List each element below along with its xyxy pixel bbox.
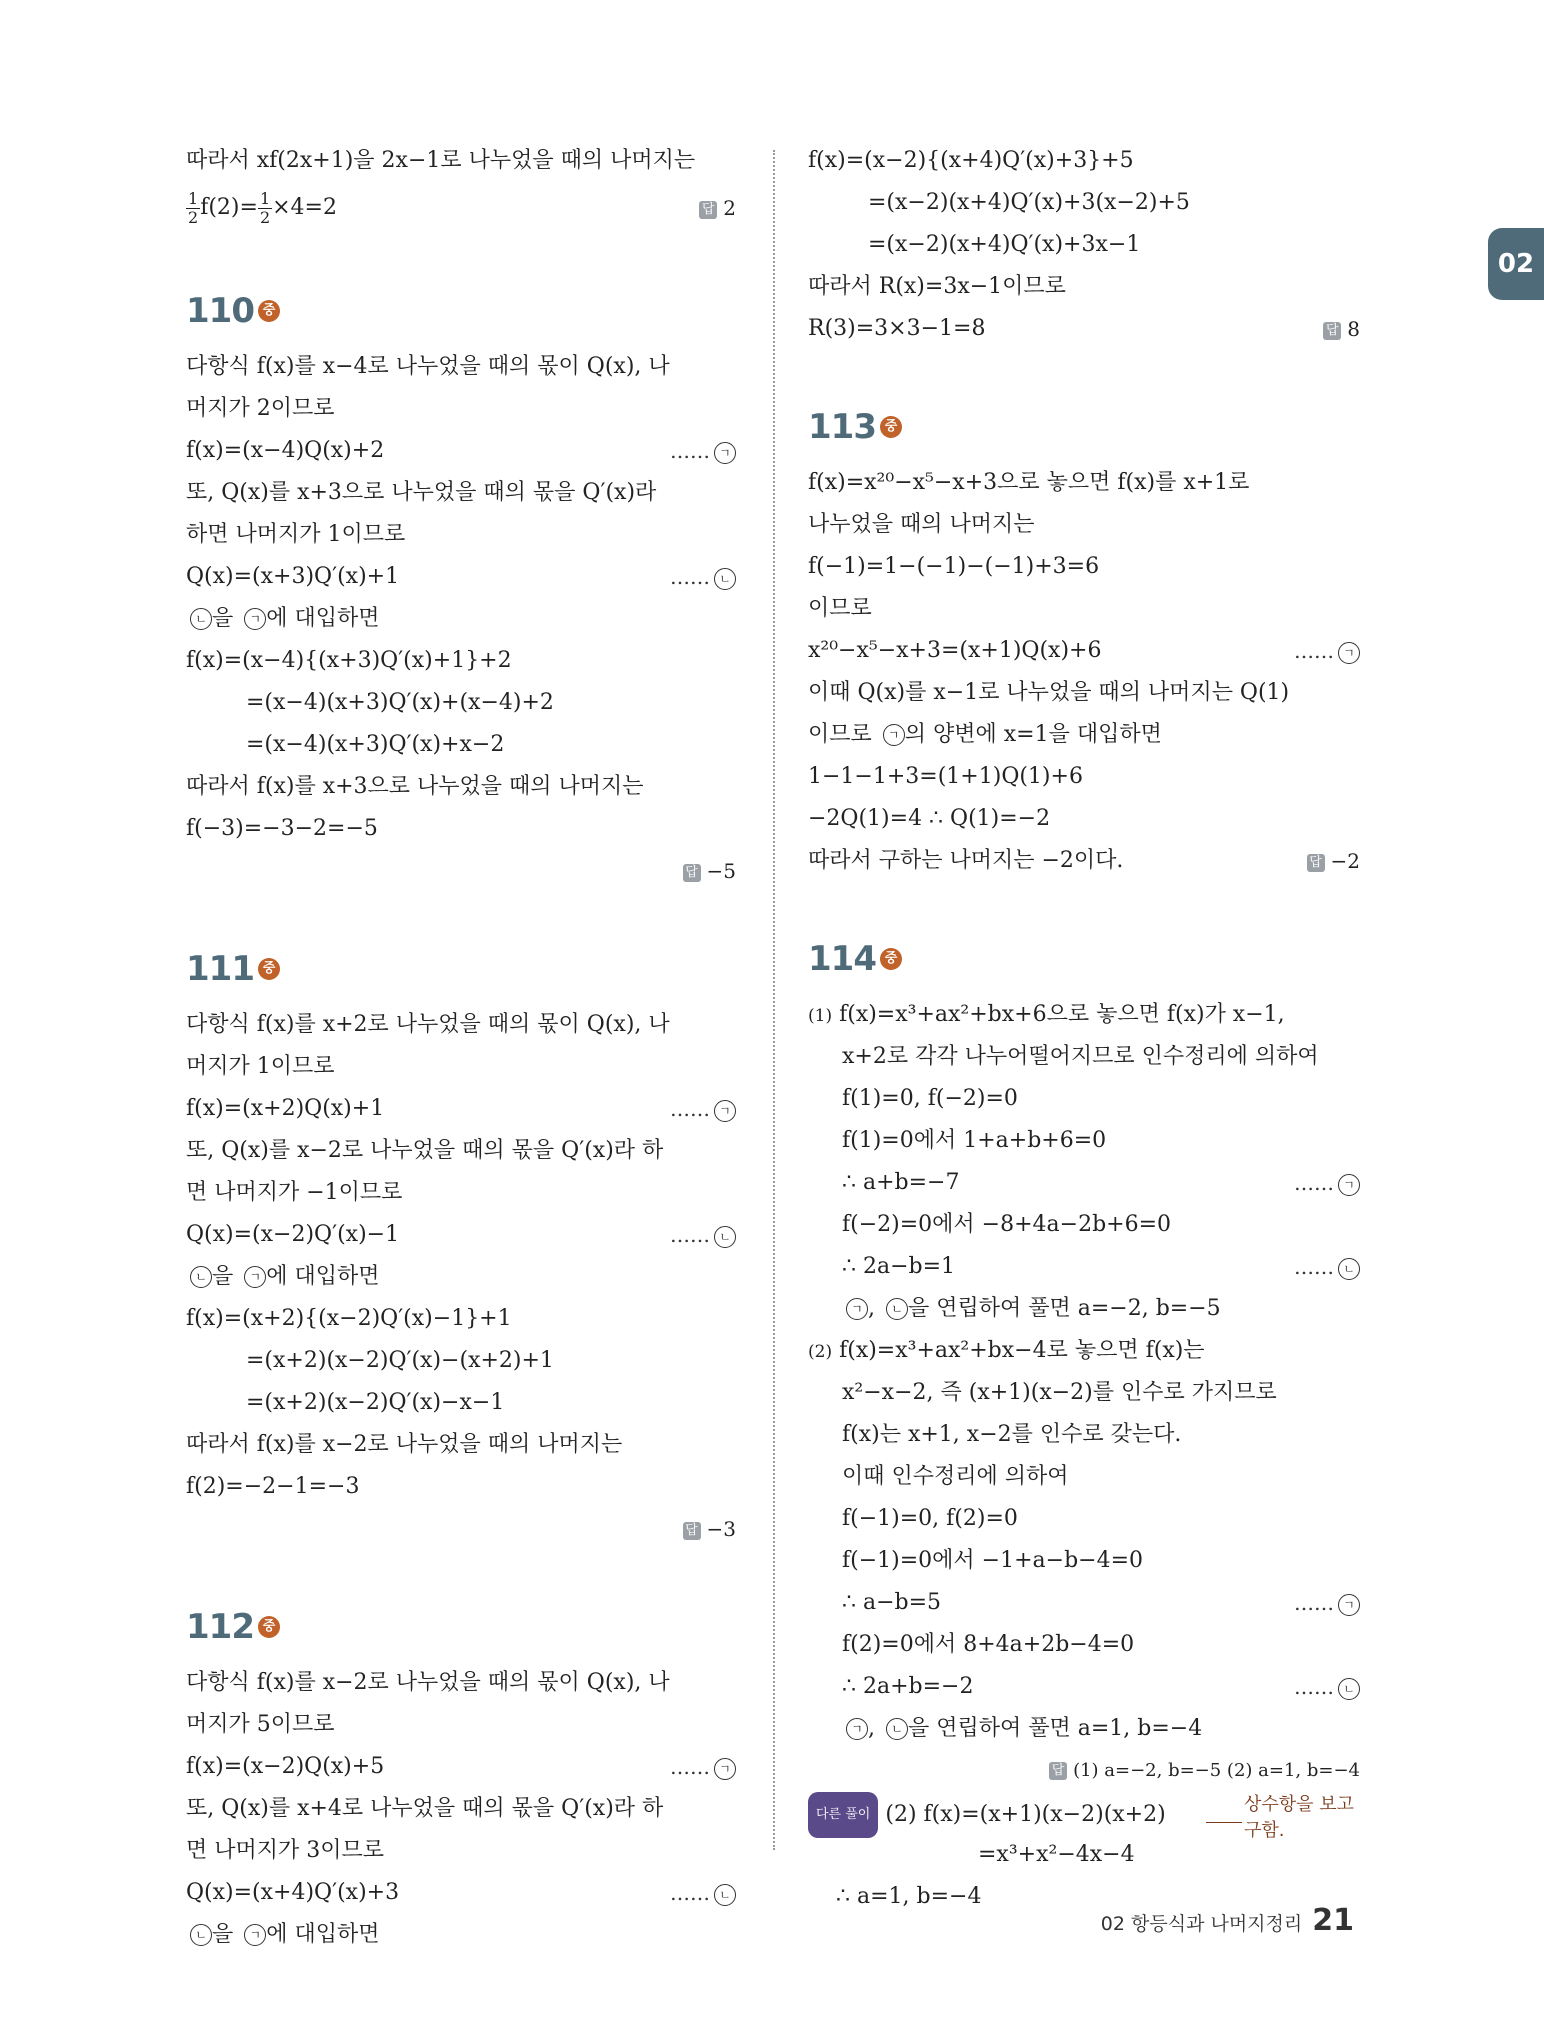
problem-114-header <box>808 924 1360 994</box>
p113-line: 이때 Q(x)를 x−1로 나누었을 때의 나머지는 Q(1) <box>808 680 1290 705</box>
chapter-title: 02 항등식과 나머지정리 <box>1100 1913 1303 1935</box>
p111-eq: f(x)=(x+2)Q(x)+1 …… ㄱ <box>186 1088 736 1130</box>
p111-line: 머지가 1이므로 <box>186 1054 335 1079</box>
p112-cont-eq: =(x−2)(x+4)Q′(x)+3(x−2)+5 <box>868 190 1190 215</box>
problem-number: 114 <box>808 939 876 979</box>
p114-part1-line: x+2로 각각 나누어떨어지므로 인수정리에 의하여 <box>842 1044 1319 1069</box>
p113-eq: −2Q(1)=4 ∴ Q(1)=−2 <box>808 806 1051 831</box>
p114-part2-line: f(x)는 x+1, x−2를 인수로 갖는다. <box>842 1422 1182 1447</box>
circled-mark: ㄱ <box>846 1718 868 1740</box>
p113-line: 이므로 ㄱ 의 양변에 x=1을 대입하면 <box>808 722 1162 747</box>
circled-mark: ㄴ <box>714 568 736 590</box>
p110-answer: 답 −5 <box>186 850 736 892</box>
difficulty-badge: 중 <box>258 300 280 322</box>
p110-eq: Q(x)=(x+3)Q′(x)+1 …… ㄴ <box>186 556 736 598</box>
answer-112: 답 8 <box>1323 308 1360 350</box>
answer-icon: 답 <box>683 1522 701 1540</box>
side-note: 상수항을 보고 구함. <box>1244 1794 1355 1841</box>
answer-113: 답 −2 <box>1307 840 1360 882</box>
p112-eq: f(x)=(x−2)Q(x)+5 …… ㄱ <box>186 1746 736 1788</box>
p110-eq: f(−3)=−3−2=−5 <box>186 816 378 841</box>
p111-line: ㄴ 을 ㄱ 에 대입하면 <box>186 1256 736 1298</box>
problem-113-header <box>808 392 1360 462</box>
p112-line: 다항식 f(x)를 x−2로 나누었을 때의 몫이 Q(x), 나 <box>186 1670 670 1695</box>
p114-part2-eq: ∴ a−b=5 …… ㄱ <box>808 1582 1360 1624</box>
note-leader-line <box>1206 1822 1242 1823</box>
p111-line: 또, Q(x)를 x−2로 나누었을 때의 몫을 Q′(x)라 하 <box>186 1138 664 1163</box>
problem-111-header <box>186 934 736 1004</box>
p112-line: 머지가 5이므로 <box>186 1712 335 1737</box>
p114-part1-line: ㄱ , ㄴ 을 연립하여 풀면 a=−2, b=−5 <box>808 1288 1360 1330</box>
p113-eq: f(−1)=1−(−1)−(−1)+3=6 <box>808 554 1100 579</box>
problem-number: 112 <box>186 1607 254 1647</box>
p110-line: 다항식 f(x)를 x−4로 나누었을 때의 몫이 Q(x), 나 <box>186 354 670 379</box>
circled-mark: ㄱ <box>244 1924 266 1946</box>
circled-mark: ㄱ <box>883 724 905 746</box>
p111-eq: f(x)=(x+2){(x−2)Q′(x)−1}+1 <box>186 1306 512 1331</box>
p112-cont-eq: R(3)=3×3−1=8 답 8 <box>808 308 1360 350</box>
p114-part2-eq: f(−1)=0에서 −1+a−b−4=0 <box>842 1548 1144 1573</box>
circled-mark: ㄱ <box>1338 1594 1360 1616</box>
circled-mark: ㄱ <box>1338 642 1360 664</box>
p114-part1-eq: ∴ 2a−b=1 …… ㄴ <box>808 1246 1360 1288</box>
p114-part2-eq: f(−1)=0, f(2)=0 <box>842 1506 1018 1531</box>
circled-mark: ㄴ <box>714 1884 736 1906</box>
p112-cont-eq: =(x−2)(x+4)Q′(x)+3x−1 <box>868 232 1141 257</box>
p114-answer: 답 (1) a=−2, b=−5 (2) a=1, b=−4 <box>808 1750 1360 1792</box>
p113-line: 이므로 <box>808 596 872 621</box>
p114-alt-eq: ∴ a=1, b=−4 <box>836 1884 982 1909</box>
left-column <box>186 140 736 1956</box>
circled-mark: ㄱ <box>714 1100 736 1122</box>
p111-eq: =(x+2)(x−2)Q′(x)−x−1 <box>246 1390 505 1415</box>
p110-eq: f(x)=(x−4){(x+3)Q′(x)+1}+2 <box>186 648 512 673</box>
circled-mark: ㄱ <box>846 1298 868 1320</box>
p110-line: 머지가 2이므로 <box>186 396 335 421</box>
p111-eq: =(x+2)(x−2)Q′(x)−(x+2)+1 <box>246 1348 554 1373</box>
answer-icon: 답 <box>1323 322 1341 340</box>
p114-part1-eq: f(1)=0에서 1+a+b+6=0 <box>842 1128 1107 1153</box>
p112-line: 또, Q(x)를 x+4로 나누었을 때의 몫을 Q′(x)라 하 <box>186 1796 664 1821</box>
p114-part1-eq: ∴ a+b=−7 …… ㄱ <box>808 1162 1360 1204</box>
answer-110-prev: 답 2 <box>699 182 736 234</box>
chapter-tab: 02 <box>1488 228 1544 300</box>
difficulty-badge: 중 <box>880 416 902 438</box>
circled-mark: ㄱ <box>244 608 266 630</box>
p114-part2-eq: f(2)=0에서 8+4a+2b−4=0 <box>842 1632 1135 1657</box>
p110-eq: =(x−4)(x+3)Q′(x)+x−2 <box>246 732 505 757</box>
p113-eq: x²⁰−x⁵−x+3=(x+1)Q(x)+6 …… ㄱ <box>808 630 1360 672</box>
answer-icon: 답 <box>1049 1762 1067 1780</box>
circled-mark: ㄱ <box>714 442 736 464</box>
problem-number: 113 <box>808 407 876 447</box>
problem-110-header <box>186 276 736 346</box>
problem-112-header <box>186 1592 736 1662</box>
circled-mark: ㄱ <box>244 1266 266 1288</box>
p112-cont-eq: f(x)=(x−2){(x+4)Q′(x)+3}+5 <box>808 148 1134 173</box>
p114-alt-eq: =x³+x²−4x−4 <box>978 1842 1135 1867</box>
difficulty-badge: 중 <box>258 1616 280 1638</box>
p112-line: ㄴ 을 ㄱ 에 대입하면 <box>186 1914 736 1956</box>
p114-part2-line: x²−x−2, 즉 (x+1)(x−2)를 인수로 가지므로 <box>842 1380 1277 1405</box>
circled-mark: ㄱ <box>714 1758 736 1780</box>
difficulty-badge: 중 <box>880 948 902 970</box>
p114-part2-line: (2) f(x)=x³+ax²+bx−4로 놓으면 f(x)는 <box>808 1338 1205 1363</box>
circled-mark: ㄱ <box>1338 1174 1360 1196</box>
column-divider <box>773 150 775 1850</box>
circled-mark: ㄴ <box>190 608 212 630</box>
p111-line: 면 나머지가 −1이므로 <box>186 1180 403 1205</box>
p111-eq: f(2)=−2−1=−3 <box>186 1474 360 1499</box>
p114-part2-line: ㄱ , ㄴ 을 연립하여 풀면 a=1, b=−4 <box>808 1708 1360 1750</box>
p112-line: 면 나머지가 3이므로 <box>186 1838 384 1863</box>
p110-line: 또, Q(x)를 x+3으로 나누었을 때의 몫을 Q′(x)라 <box>186 480 657 505</box>
p112-cont-line: 따라서 R(x)=3x−1이므로 <box>808 274 1066 299</box>
p114-part1-eq: f(−2)=0에서 −8+4a−2b+6=0 <box>842 1212 1172 1237</box>
fraction: $\frac{1}{2}$ <box>188 188 199 227</box>
intro-line-2: $\frac{1}{2}$ f(2)= $\frac{1}{2}$ ×4=2 답 2 <box>186 182 736 234</box>
p112-eq: Q(x)=(x+4)Q′(x)+3 …… ㄴ <box>186 1872 736 1914</box>
page-footer <box>1101 1903 1354 1938</box>
answer-icon: 답 <box>699 201 717 219</box>
answer-icon: 답 <box>1307 854 1325 872</box>
difficulty-badge: 중 <box>258 958 280 980</box>
p114-part1-eq: f(1)=0, f(−2)=0 <box>842 1086 1018 1111</box>
p113-line: f(x)=x²⁰−x⁵−x+3으로 놓으면 f(x)를 x+1로 <box>808 470 1250 495</box>
p114-part2-eq: ∴ 2a+b=−2 …… ㄴ <box>808 1666 1360 1708</box>
problem-number: 111 <box>186 949 254 989</box>
problem-number: 110 <box>186 291 254 331</box>
p110-line: 따라서 f(x)를 x+3으로 나누었을 때의 나머지는 <box>186 774 644 799</box>
p110-line: 하면 나머지가 1이므로 <box>186 522 406 547</box>
answer-icon: 답 <box>683 864 701 882</box>
circled-mark: ㄴ <box>714 1226 736 1248</box>
p110-eq: =(x−4)(x+3)Q′(x)+(x−4)+2 <box>246 690 554 715</box>
circled-mark: ㄴ <box>886 1298 908 1320</box>
fraction: $\frac{1}{2}$ <box>259 188 271 227</box>
p114-alt-line: 다른 풀이 (2) f(x)=(x+1)(x−2)(x+2) 상수항을 보고 구함. <box>808 1792 1360 1834</box>
p114-part1-line: (1) f(x)=x³+ax²+bx+6으로 놓으면 f(x)가 x−1, <box>808 1002 1285 1027</box>
circled-mark: ㄴ <box>1338 1678 1360 1700</box>
circled-mark: ㄴ <box>190 1924 212 1946</box>
p113-line: 따라서 구하는 나머지는 −2이다. 답 −2 <box>808 840 1360 882</box>
p113-eq: 1−1−1+3=(1+1)Q(1)+6 <box>808 764 1083 789</box>
page-number: 21 <box>1312 1903 1354 1938</box>
circled-mark: ㄴ <box>886 1718 908 1740</box>
p111-answer: 답 −3 <box>186 1508 736 1550</box>
p111-eq: Q(x)=(x−2)Q′(x)−1 …… ㄴ <box>186 1214 736 1256</box>
circled-mark: ㄴ <box>1338 1258 1360 1280</box>
right-column <box>808 140 1360 1918</box>
circled-mark: ㄴ <box>190 1266 212 1288</box>
p111-line: 다항식 f(x)를 x+2로 나누었을 때의 몫이 Q(x), 나 <box>186 1012 670 1037</box>
p113-line: 나누었을 때의 나머지는 <box>808 512 1035 537</box>
p114-part2-line: 이때 인수정리에 의하여 <box>842 1464 1069 1489</box>
alt-solution-badge: 다른 풀이 <box>808 1792 878 1838</box>
p110-line: ㄴ 을 ㄱ 에 대입하면 <box>186 598 736 640</box>
intro-line-1: 따라서 xf(2x+1)을 2x−1로 나누었을 때의 나머지는 <box>186 148 696 173</box>
p111-line: 따라서 f(x)를 x−2로 나누었을 때의 나머지는 <box>186 1432 623 1457</box>
p110-eq: f(x)=(x−4)Q(x)+2 …… ㄱ <box>186 430 736 472</box>
